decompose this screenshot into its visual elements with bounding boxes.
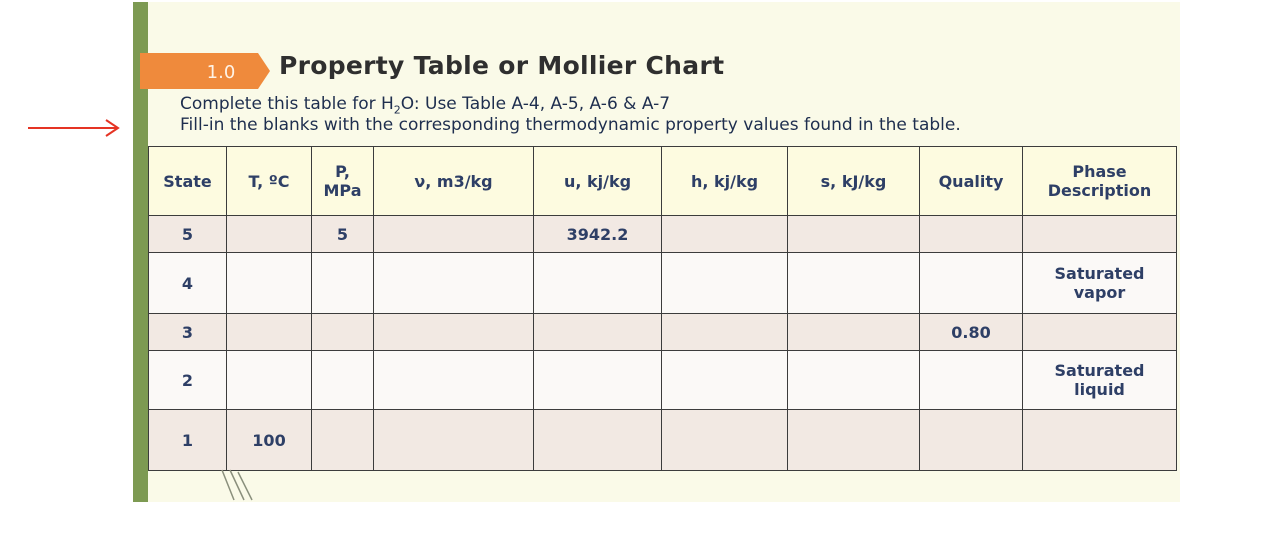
cell-pressure[interactable] [312,253,374,314]
cell-phase[interactable]: Saturated liquid [1023,351,1177,410]
cell-entropy[interactable] [788,216,920,253]
instruction-line-1: Complete this table for $H_2O$: Use Table A-4, A-5, A-6 & A-7 [180,94,671,117]
cell-specific-volume[interactable] [374,314,534,351]
cell-quality[interactable] [920,253,1023,314]
cell-quality[interactable] [920,351,1023,410]
cell-pressure[interactable] [312,351,374,410]
cell-temperature[interactable] [227,351,312,410]
cell-entropy[interactable] [788,314,920,351]
cell-state: 2 [149,351,227,410]
cell-internal-energy[interactable] [534,314,662,351]
table-row [149,253,1177,314]
cell-enthalpy[interactable] [662,253,788,314]
cell-phase[interactable]: Saturated vapor [1023,253,1177,314]
table-row [149,216,1177,253]
section-number: 1.0 [206,62,236,83]
cell-entropy[interactable] [788,410,920,471]
cell-temperature[interactable]: 100 [227,410,312,471]
cell-entropy[interactable] [788,253,920,314]
table-header-row [149,147,1177,216]
instruction-line-2: Fill-in the blanks with the corresponding thermodynamic property values found in the table. [180,115,961,135]
header-pressure: P, MPa [312,147,374,216]
property-table [148,146,1177,471]
cell-specific-volume[interactable] [374,410,534,471]
header-state: State [149,147,227,216]
cell-enthalpy[interactable] [662,351,788,410]
cell-specific-volume[interactable] [374,253,534,314]
cell-pressure[interactable]: 5 [312,216,374,253]
cell-quality[interactable] [920,410,1023,471]
pen-mark-icon [218,468,264,502]
cell-state: 3 [149,314,227,351]
table-row [149,314,1177,351]
header-internal-energy: u, kj/kg [534,147,662,216]
cell-entropy[interactable] [788,351,920,410]
cell-state: 1 [149,410,227,471]
cell-pressure[interactable] [312,410,374,471]
table-row [149,410,1177,471]
table-row [149,351,1177,410]
cell-phase[interactable] [1023,410,1177,471]
cell-internal-energy[interactable] [534,351,662,410]
cell-enthalpy[interactable] [662,216,788,253]
cell-state: 4 [149,253,227,314]
cell-quality[interactable] [920,216,1023,253]
cell-specific-volume[interactable] [374,351,534,410]
red-arrow-icon [28,118,122,138]
header-phase: Phase Description [1023,147,1177,216]
cell-temperature[interactable] [227,314,312,351]
cell-enthalpy[interactable] [662,314,788,351]
cell-internal-energy[interactable]: 3942.2 [534,216,662,253]
cell-pressure[interactable] [312,314,374,351]
cell-enthalpy[interactable] [662,410,788,471]
cell-temperature[interactable] [227,253,312,314]
header-enthalpy: h, kj/kg [662,147,788,216]
cell-internal-energy[interactable] [534,410,662,471]
cell-temperature[interactable] [227,216,312,253]
header-quality: Quality [920,147,1023,216]
page-title: Property Table or Mollier Chart [279,51,725,80]
cell-phase[interactable] [1023,314,1177,351]
cell-specific-volume[interactable] [374,216,534,253]
cell-internal-energy[interactable] [534,253,662,314]
header-temperature: T, ºC [227,147,312,216]
cell-phase[interactable] [1023,216,1177,253]
cell-quality[interactable]: 0.80 [920,314,1023,351]
cell-state: 5 [149,216,227,253]
header-entropy: s, kJ/kg [788,147,920,216]
header-specific-volume: ν, m3/kg [374,147,534,216]
